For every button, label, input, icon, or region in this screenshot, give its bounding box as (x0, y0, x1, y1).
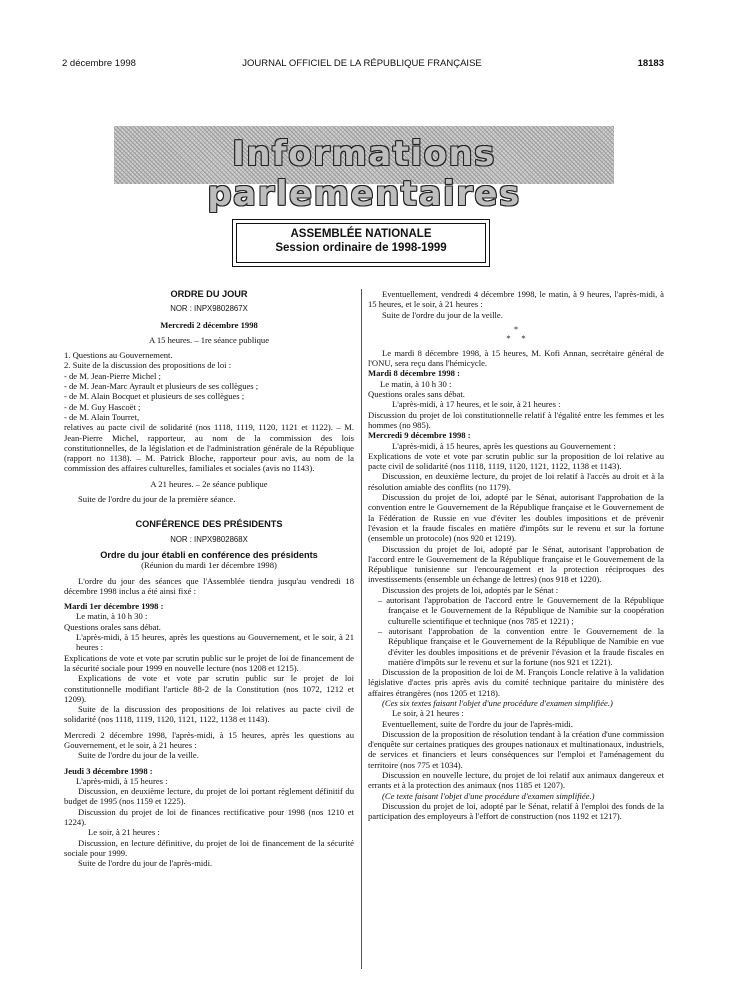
left-column (64, 289, 354, 869)
running-header (62, 58, 662, 70)
time-line: Le soir, à 21 heures : (392, 708, 464, 719)
date-heading: Mardi 1er décembre 1998 : (64, 601, 164, 612)
paragraph: relatives au pacte civil de solidarité (nos 1118, 1119, 1120, 1121 et 1122). – M. Jean-Pierre Michel, rapporteur, au nom de la commission des lois constitutionnelles, de la législation et de l'administration générale de la République (rapport no 1138). – M. Patrick Bloche, rapporteur pour avis, au nom de la commission des affaires culturelles, familiales et sociales (avis no 1143). (64, 422, 354, 474)
paragraph: Discussion de la proposition de loi de M. François Loncle relative à la validation législative d'actes pris après avis du comité technique paritaire du ministère des affaires étrangères (nos 1205 et 1218). (368, 667, 664, 698)
paragraph: Questions orales sans débat. (368, 389, 465, 400)
subheading: Ordre du jour établi en conférence des présidents (100, 549, 318, 560)
date-heading: Jeudi 3 décembre 1998 : (64, 765, 153, 776)
paragraph: Le mardi 8 décembre 1998, à 15 heures, M. Kofi Annan, secrétaire général de l'ONU, sera reçu dans l'hémicycle. (368, 347, 664, 369)
chamber-box (232, 219, 490, 267)
paragraph: Eventuellement, vendredi 4 décembre 1998, le matin, à 9 heures, l'après-midi, à 15 heures, et le soir, à 21 heures : (368, 289, 664, 310)
list-item: 2. Suite de la discussion des propositions de loi : (64, 360, 232, 371)
right-column (368, 289, 664, 822)
meeting-note: (Réunion du mardi 1er décembre 1998) (141, 560, 277, 571)
agenda-list (64, 350, 354, 422)
date-heading: Mercredi 9 décembre 1998 : (368, 430, 471, 441)
time-line: Le matin, à 10 h 30 : (380, 378, 452, 389)
paragraph: Suite de l'ordre du jour de la veille. (382, 309, 503, 320)
paragraph: Questions orales sans débat. (64, 621, 161, 632)
paragraph: Discussion, en deuxième lecture, du projet de loi portant règlement définitif du budget de 1995 (nos 1159 et 1225). (64, 786, 354, 807)
paragraph: Explications de vote et vote par scrutin public sur le projet de loi de financement de la sécurité sociale pour 1999 en nouvelle lecture (nos 1208 et 1215). (64, 652, 354, 673)
paragraph: Explications de vote et vote par scrutin public sur la proposition de loi relative au pacte civil de solidarité (nos 1118, 1119, 1120, 1121, 1122, 1138 et 1143). (368, 450, 664, 472)
paragraph: Discussion du projet de loi, adopté par le Sénat, autorisant l'approbation de l'accord entre le Gouvernement de la République française et le Gouvernement de la République tunisienne sur l'encouragement et la protection réciproques des investissements (ensemble un échange de lettres) (nos 918 et 1220). (368, 543, 664, 585)
paragraph: Eventuellement, suite de l'ordre du jour de l'après-midi. (382, 718, 573, 729)
paragraph: Discussion du projet de loi constitutionnelle relatif à l'égalité entre les femmes et les hommes (no 985). (368, 409, 664, 430)
procedure-note: (Ce texte faisant l'objet d'une procédure d'examen simplifiée.) (382, 790, 595, 801)
paragraph: Discussion de la proposition de résolution tendant à la création d'une commission d'enquête sur certaines pratiques des groupes nationaux et multinationaux, industriels, de services et financiers et leurs conséquences sur l'emploi et l'aménagement du territoire (nos 775 et 1034). (368, 728, 664, 770)
paragraph: Discussion du projet de loi, adopté par le Sénat, autorisant l'approbation de la convention entre le Gouvernement de la République française et le Gouvernement de la Fédération de Russie en vue d'éviter les doubles impositions et de prévenir l'évasion et la fraude fiscales en matière d'impôts sur le revenu et sur la fortune (ensemble un protocole) (nos 920 et 1219). (368, 492, 664, 544)
paragraph: Explications de vote et vote par scrutin public sur le projet de loi constitutionnelle modifiant l'article 88-2 de la Constitution (nos 1072, 1212 et 1209). (64, 673, 354, 704)
nor-reference: NOR : INPX9802867X (170, 304, 248, 314)
list-item: – autorisant l'approbation de la convention entre le Gouvernement de la République française et le Gouvernement de la République de Namibie en vue d'éviter les doubles impositions et de prévenir l'évasion et la fraude fiscales en matière d'impôts sur le revenu et sur la fortune (nos 921 et 1221). (378, 625, 664, 667)
seance-line: A 15 heures. – 1re séance publique (148, 334, 270, 345)
conference-title: CONFÉRENCE DES PRÉSIDENTS (135, 519, 283, 530)
paragraph: Discussion en nouvelle lecture, du projet de loi relatif aux animaux dangereux et errants et à la protection des animaux (nos 1185 et 1207). (368, 770, 664, 791)
paragraph: Suite de l'ordre du jour de la première séance. (78, 494, 236, 505)
time-line: Le matin, à 10 h 30 : (76, 611, 148, 622)
list-item: – autorisant l'approbation de l'accord entre le Gouvernement de la République française et le Gouvernement de la République de Namibie sur la coopération culturelle scientifique et technique (nos 785 et 1221) ; (378, 595, 664, 626)
paragraph: L'ordre du jour des séances que l'Assemblée tiendra jusqu'au vendredi 18 décembre 1998 inclus a été ainsi fixé : (64, 575, 354, 596)
paragraph: Discussion des projets de loi, adoptés par le Sénat : (382, 584, 559, 595)
time-line: L'après-midi, à 15 heures : (76, 775, 168, 786)
paragraph: Suite de la discussion des propositions de loi relatives au pacte civil de solidarité (nos 1118, 1119, 1120, 1121, 1122, 1138 et 1143). (64, 704, 354, 725)
time-line: L'après-midi, à 17 heures, et le soir, à 21 heures : (392, 399, 561, 410)
list-item: - de M. Jean-Marc Ayrault et plusieurs de ses collègues ; (64, 381, 259, 392)
list-item: - de M. Jean-Pierre Michel ; (64, 370, 161, 381)
time-line: L'après-midi, à 15 heures, après les questions au Gouvernement, et le soir, à 21 heures : (76, 632, 354, 653)
list-item: - de M. Alain Bocquet et plusieurs de ses collègues ; (64, 391, 245, 402)
ordre-du-jour-title: ORDRE DU JOUR (170, 289, 248, 299)
nor-reference: NOR : INPX9802868X (170, 534, 248, 544)
header-date: 2 décembre 1998 (62, 58, 136, 69)
list-item: - de M. Guy Hascoët ; (64, 401, 141, 412)
paragraph: Discussion du projet de loi, adopté par le Sénat, relatif à l'emploi des fonds de la participation des employeurs à l'effort de construction (nos 1192 et 1217). (368, 800, 664, 822)
paragraph: Discussion, en deuxième lecture, du projet de loi relatif à l'accès au droit et à la résolution amiable des conflits (no 1179). (368, 471, 664, 492)
chamber-name: ASSEMBLÉE NATIONALE (290, 228, 432, 240)
banner-title: Informations parlementaires (207, 134, 521, 214)
procedure-note: (Ces six textes faisant l'objet d'une procédure d'examen simplifiée.) (382, 697, 613, 708)
column-divider (361, 289, 362, 969)
list-item: - de M. Alain Tourret, (64, 411, 140, 422)
date-heading: Mercredi 2 décembre 1998, l'après-midi, à 15 heures, après les questions au Gouvernement, et le soir, à 21 heures : (64, 729, 354, 750)
list-item: 1. Questions au Gouvernement. (64, 350, 173, 361)
section-banner (114, 126, 614, 214)
time-line: Le soir, à 21 heures : (88, 827, 160, 838)
paragraph: Discussion du projet de loi de finances rectificative pour 1998 (nos 1210 et 1224). (64, 806, 354, 828)
date-heading: Mardi 8 décembre 1998 : (368, 368, 460, 379)
date-heading: Mercredi 2 décembre 1998 (160, 319, 258, 330)
header-page-number: 18183 (637, 58, 664, 69)
paragraph: Suite de l'ordre du jour de l'après-midi. (78, 858, 213, 869)
asterism-separator: * * * (506, 323, 526, 343)
time-line: L'après-midi, à 15 heures, après les questions au Gouvernement : (392, 440, 616, 451)
seance-line: A 21 heures. – 2e séance publique (150, 478, 268, 489)
paragraph: Discussion, en lecture définitive, du projet de loi de financement de la sécurité sociale pour 1999. (64, 837, 354, 858)
session-name: Session ordinaire de 1998-1999 (275, 242, 447, 254)
header-journal: JOURNAL OFFICIEL DE LA RÉPUBLIQUE FRANÇAISE (242, 58, 482, 69)
paragraph: Suite de l'ordre du jour de la veille. (78, 750, 199, 761)
